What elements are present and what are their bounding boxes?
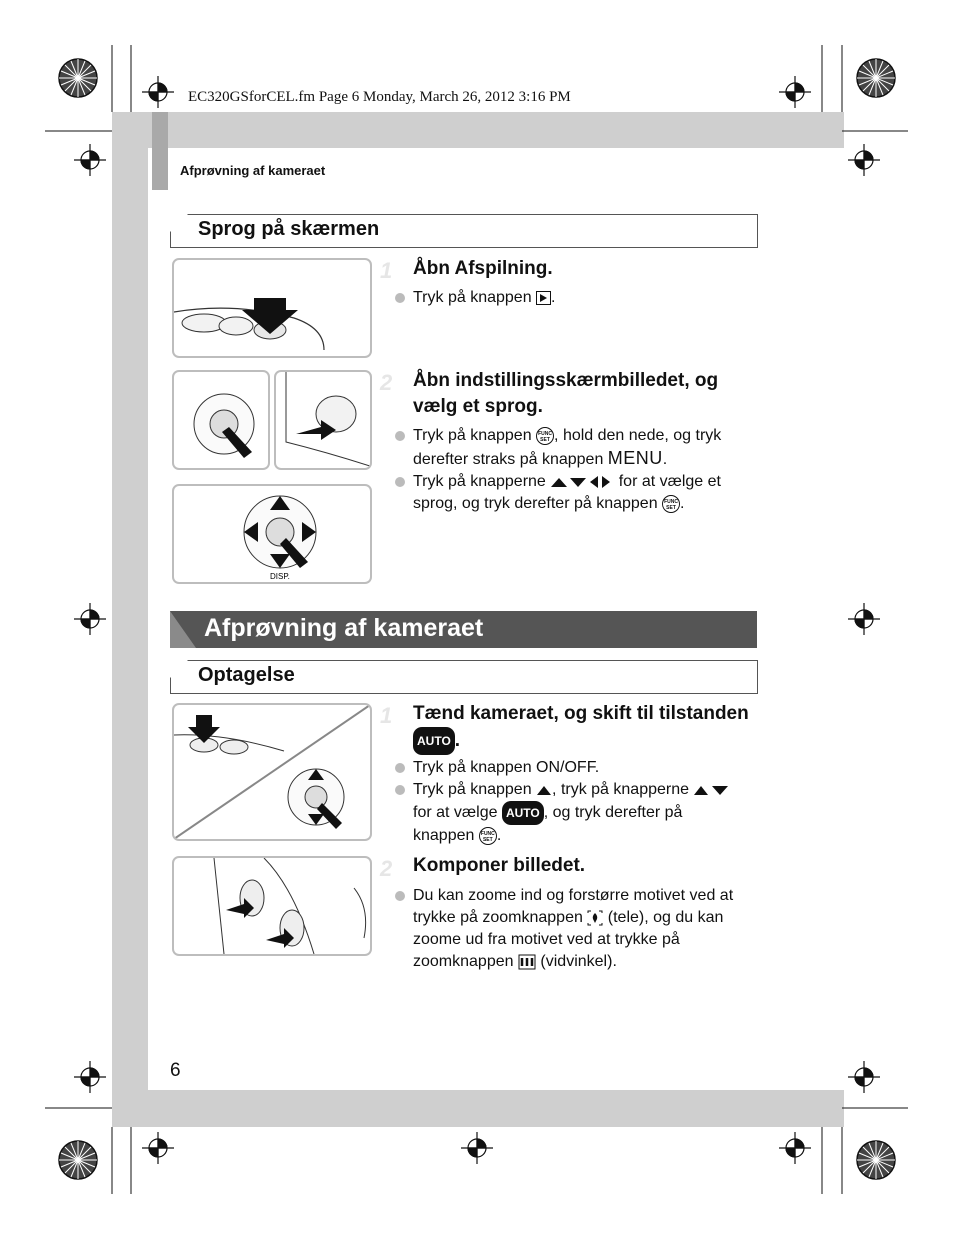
menu-button-illustration bbox=[276, 372, 370, 468]
up-down-arrows-icon bbox=[693, 784, 729, 796]
func-set-icon: FUNC SET bbox=[479, 827, 497, 845]
section-heading-language bbox=[170, 214, 758, 248]
step-number: 1 bbox=[380, 703, 393, 728]
zoom-lever-photo bbox=[172, 856, 372, 956]
section-title: Sprog på skærmen bbox=[198, 218, 380, 240]
bullet-item: Tryk på knappen FUNC SET , hold den nede, og tryk derefter straks på knappen MENU. bbox=[394, 425, 739, 471]
power-button-illustration bbox=[174, 705, 370, 839]
func-set-icon: FUNC SET bbox=[662, 495, 680, 513]
camera-top-photo bbox=[172, 258, 372, 358]
playback-button-illustration bbox=[174, 260, 370, 356]
step-bullets bbox=[394, 757, 739, 847]
zoom-lever-illustration bbox=[174, 858, 370, 954]
func-dial-illustration bbox=[174, 372, 268, 468]
up-arrow-icon bbox=[536, 784, 552, 796]
running-head: Afprøvning af kameraet bbox=[180, 163, 326, 178]
func-button-photo bbox=[172, 370, 270, 470]
play-icon bbox=[536, 291, 551, 305]
bullet-item: Tryk på knappen , tryk på knapperne for at vælge AUTO , og tryk derefter på knappen FUNC SET . bbox=[394, 779, 739, 847]
step-bullets bbox=[394, 287, 739, 309]
power-on-photo bbox=[172, 703, 372, 841]
dial-photo bbox=[172, 484, 372, 584]
func-set-icon: FUNC SET bbox=[536, 427, 554, 445]
bullet-item: Tryk på knappen ON/OFF. bbox=[394, 757, 739, 779]
disp-label: DISP. bbox=[270, 572, 290, 581]
bullet-item: Du kan zoome ind og forstørre motivet ved at trykke på zoomknappen (tele), og du kan zoome ud fra motivet ved at trykke på zoomknappen (vidvinkel). bbox=[394, 885, 739, 973]
auto-mode-icon: AUTO bbox=[413, 727, 455, 755]
step-number: 1 bbox=[380, 258, 393, 283]
bullet-item: Tryk på knapperne for at vælge et sprog, og tryk derefter på knappen FUNC SET . bbox=[394, 471, 739, 515]
file-header: EC320GSforCEL.fm Page 6 Monday, March 26, 2012 3:16 PM bbox=[188, 89, 571, 105]
tele-zoom-icon bbox=[587, 910, 603, 926]
step-title: Åbn indstillingsskærmbilledet, og vælg et sprog. bbox=[413, 370, 719, 417]
step-number: 2 bbox=[380, 370, 393, 395]
section-heading-shooting bbox=[170, 660, 758, 694]
step-number: 2 bbox=[380, 856, 393, 881]
step-bullets bbox=[394, 425, 739, 515]
menu-label: MENU bbox=[607, 448, 663, 468]
step-title: Åbn Afspilning. bbox=[413, 258, 553, 279]
step-bullets bbox=[394, 885, 739, 973]
bullet-item: Tryk på knappen . bbox=[394, 287, 739, 309]
control-dial-illustration bbox=[174, 486, 370, 582]
arrow-buttons-icon bbox=[550, 475, 614, 489]
page-number: 6 bbox=[170, 1060, 181, 1081]
section-title: Optagelse bbox=[198, 664, 295, 686]
wide-zoom-icon bbox=[518, 954, 536, 970]
chapter-title: Afprøvning af kameraet bbox=[204, 614, 484, 642]
step-title: Tænd kameraet, og skift til tilstanden AUTO . bbox=[413, 701, 763, 755]
auto-mode-icon: AUTO bbox=[502, 801, 544, 825]
step-title: Komponer billedet. bbox=[413, 855, 586, 876]
menu-button-photo bbox=[274, 370, 372, 470]
chapter-heading bbox=[170, 611, 757, 648]
